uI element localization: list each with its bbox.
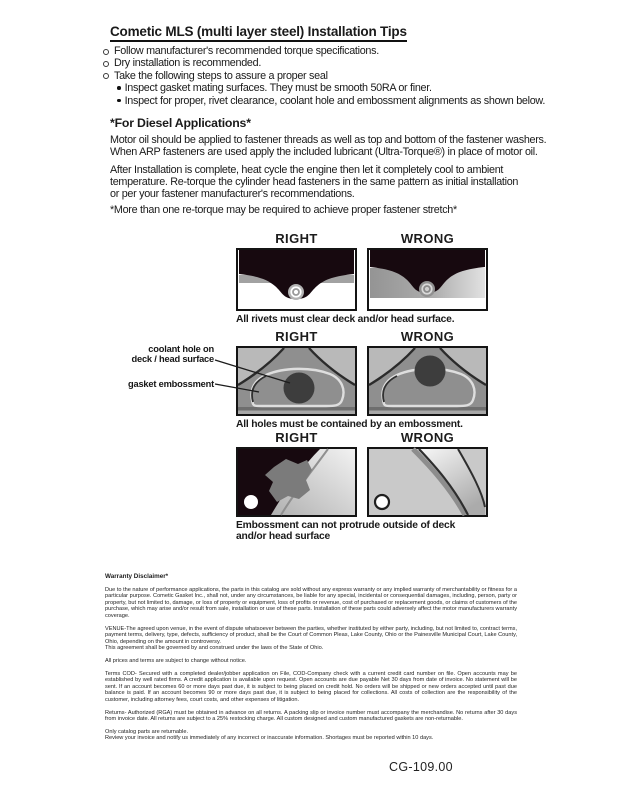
bolt-hole <box>244 495 258 509</box>
diagram-caption: All holes must be contained by an embossment. <box>236 419 463 430</box>
diagram-embossment-protrusion <box>236 430 488 543</box>
dot-bullet-icon <box>117 86 121 90</box>
embossment-wrong-panel <box>367 447 488 517</box>
coolant-hole <box>415 356 446 387</box>
wrong-label: WRONG <box>400 430 455 445</box>
paragraph-line: After Installation is complete, heat cycle the engine then let it completely cool to ambient <box>110 164 504 176</box>
list-item <box>103 70 573 82</box>
warranty-paragraph: Due to the nature of performance applications, the parts in this catalog are sold without any express warranty or any implied warranty of merchantability or fitness for a particular purpose. Cometic Gasket Inc., shall not, under any circumstances, be liable for any special, incidental or consequential damages, including, person, party or property, but not limited to, damage, or loss of property or equipment, loss of profits or revenue, cost of purchased or replacement goods, or claims of customers of the purchase, which may arise and/or result from sale, installation or use of these parts. Installation of these parts could adversely affect the motor manufacturers warranty coverage. <box>105 586 517 619</box>
list-sub-item <box>117 82 573 94</box>
retorque-note <box>110 204 457 216</box>
diesel-paragraph-2 <box>110 164 518 201</box>
list-item <box>103 57 573 69</box>
diagram-rivet-clearance <box>236 231 488 325</box>
paragraph-line: or per your fastener manufacturer's recommendations. <box>110 188 355 201</box>
coolant-hole-annotation: coolant hole on deck / head surface <box>131 344 214 365</box>
embossment-right-panel <box>236 447 357 517</box>
list-item-text: Inspect gasket mating surfaces. They must be smooth 50RA or finer. <box>124 82 432 95</box>
list-item <box>103 45 573 57</box>
list-item-text: Inspect for proper, rivet clearance, coolant hole and embossment alignments as shown below. <box>124 94 546 107</box>
warranty-disclaimer <box>105 574 517 742</box>
wrong-label: WRONG <box>400 231 455 246</box>
circle-bullet-icon <box>103 73 109 79</box>
warranty-paragraph: Returns- Authorized (RGA) must be obtained in advance on all returns. A packing slip or invoice number must accompany the merchandise. No returns after 30 days from invoice date. All returns are subject to a 25% restocking charge. All custom designed and custom manufactured gaskets are non-returnable. <box>105 709 517 723</box>
warranty-paragraph: Review your invoice and notify us immediately of any incorrect or inaccurate information. Shortages must be reported within 10 days. <box>105 735 434 742</box>
installation-tips-list <box>103 45 573 107</box>
diesel-paragraph-1 <box>110 134 546 158</box>
annotation-leader-lines <box>214 350 306 398</box>
list-item-text: Take the following steps to assure a proper seal <box>114 69 328 82</box>
diesel-applications-heading: *For Diesel Applications* <box>110 116 251 130</box>
diagram-caption: All rivets must clear deck and/or head surface. <box>236 314 455 325</box>
diagram-caption: Embossment can not protrude outside of deck and/or head surface <box>236 520 456 543</box>
paragraph-line: temperature. Re-torque the cylinder head fasteners in the same pattern as initial installation <box>110 176 519 189</box>
bolt-hole <box>375 495 389 509</box>
rivet-wrong-panel <box>367 248 488 311</box>
list-item-text: Follow manufacturer's recommended torque specifications. <box>114 45 379 57</box>
circle-bullet-icon <box>103 49 109 55</box>
right-label: RIGHT <box>275 329 318 344</box>
page-title: Cometic MLS (multi layer steel) Installation Tips <box>110 24 407 42</box>
holes-wrong-panel <box>367 346 488 416</box>
dot-bullet-icon <box>117 99 121 103</box>
warranty-paragraph: This agreement shall be governed by and construed under the laws of the State of Ohio. <box>105 645 324 652</box>
wrong-label: WRONG <box>400 329 455 344</box>
paragraph-line: When ARP fasteners are used apply the included lubricant (Ultra-Torque®) in place of motor oil. <box>110 146 538 159</box>
list-sub-item <box>117 95 573 107</box>
warranty-paragraph: VENUE-The agreed upon venue, in the event of dispute whatsoever between the parties, whether instituted by either party, including, but not limited to, contract terms, payment terms, delivery, type, defects, sufficiency of product, shall be the Court of Common Pleas, Lake County, Ohio or the Painesville Municipal Court, Lake County, Ohio, depending on the amount in controversy. <box>105 625 517 645</box>
rivet-right-panel <box>236 248 357 311</box>
warranty-paragraph: All prices and terms are subject to change without notice. <box>105 657 247 664</box>
page-code: CG-109.00 <box>389 760 453 774</box>
list-item-text: Dry installation is recommended. <box>114 57 262 70</box>
gasket-embossment-annotation: gasket embossment <box>128 379 214 389</box>
paragraph-line: *More than one re-torque may be required to achieve proper fastener stretch* <box>110 204 457 216</box>
paragraph-line: Motor oil should be applied to fastener threads as well as top and bottom of the fastener washers. <box>110 134 547 146</box>
right-label: RIGHT <box>275 430 318 445</box>
warranty-heading: Warranty Disclaimer* <box>105 573 169 580</box>
warranty-paragraph: Terms COD- Secured with a completed dealer/jobber application on File, COD-Company check with a current credit card number on file. Open accounts may be established by well rated firms. A credit application is available upon request. Open accounts are due payable Net 30 days from date of invoice. No statement will be sent. If an account becomes 60 or more days past due, it is subject to being placed on credit hold. No orders will be shipped or new orders accepted until past due balance is paid. If an account becomes 90 or more days past due, it is subject to being placed for collections. All costs of collection are the responsibility of the customer, including attorney fees, court costs, and other expenses of litigation. <box>105 670 517 703</box>
warranty-paragraph: Only catalog parts are returnable. <box>105 728 189 735</box>
right-label: RIGHT <box>275 231 318 246</box>
circle-bullet-icon <box>103 61 109 67</box>
